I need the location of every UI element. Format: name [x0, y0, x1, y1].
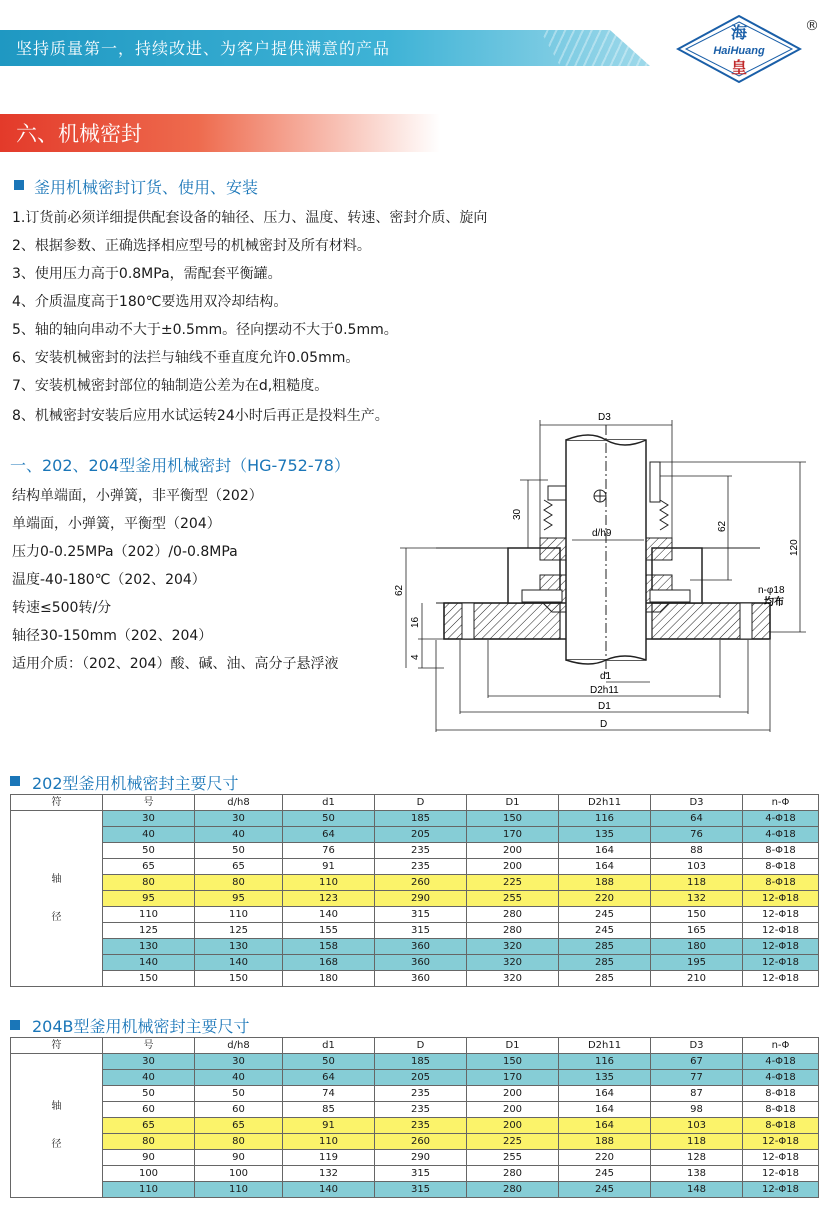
dim-d1: d1: [600, 671, 612, 682]
header-cell: D3: [651, 795, 743, 811]
table-row: [11, 843, 819, 859]
table-cell: 125: [195, 923, 283, 939]
table-cell: 50: [195, 843, 283, 859]
table-cell: 315: [375, 1182, 467, 1198]
header-cell: 号: [103, 1038, 195, 1054]
table-cell: 8-Φ18: [743, 859, 819, 875]
table-cell: 245: [559, 907, 651, 923]
logo-bottom-char: 皇: [730, 60, 748, 77]
table-row: [11, 939, 819, 955]
table-cell: 255: [467, 1150, 559, 1166]
header-cell: D: [375, 1038, 467, 1054]
table-cell: 116: [559, 811, 651, 827]
table-cell: 12-Φ18: [743, 971, 819, 987]
side-label-1: 轴: [51, 1100, 62, 1112]
table-cell: 132: [283, 1166, 375, 1182]
table-cell: 103: [651, 859, 743, 875]
table-cell: 65: [103, 859, 195, 875]
bullet-square: [10, 1020, 20, 1030]
table-cell: 40: [195, 1070, 283, 1086]
table-cell: 12-Φ18: [743, 955, 819, 971]
table-cell: 4-Φ18: [743, 811, 819, 827]
table-cell: 118: [651, 1134, 743, 1150]
table-cell: 315: [375, 1166, 467, 1182]
table-cell: 50: [283, 1054, 375, 1070]
table-cell: 130: [195, 939, 283, 955]
dim-D2h11: D2h11: [590, 685, 619, 696]
table-cell: 90: [195, 1150, 283, 1166]
table-cell: 98: [651, 1102, 743, 1118]
table-header-row: [11, 1038, 819, 1054]
spec-pressure: 压力0-0.25MPa（202）/0-0.8MPa: [12, 544, 238, 560]
table-cell: 123: [283, 891, 375, 907]
header-band-stripes: [540, 30, 660, 66]
table-cell: 130: [103, 939, 195, 955]
table-row: [11, 1102, 819, 1118]
table-cell: 12-Φ18: [743, 939, 819, 955]
table-row: [11, 1070, 819, 1086]
table-cell: 77: [651, 1070, 743, 1086]
company-logo: [676, 14, 802, 84]
table-cell: 40: [103, 1070, 195, 1086]
dim-62-right: 62: [717, 520, 728, 532]
table-row: [11, 1182, 819, 1198]
table-cell: 150: [651, 907, 743, 923]
table-cell: 285: [559, 955, 651, 971]
seal-202-204-title: 一、202、204型釜用机械密封（HG-752-78）: [10, 456, 350, 475]
table-cell: 280: [467, 1166, 559, 1182]
table-cell: 138: [651, 1166, 743, 1182]
spec-speed: 转速≤500转/分: [12, 600, 112, 616]
table-row: [11, 875, 819, 891]
table-row: [11, 859, 819, 875]
table-cell: 170: [467, 827, 559, 843]
header-cell: 符: [11, 795, 103, 811]
table-cell: 255: [467, 891, 559, 907]
table-cell: 235: [375, 843, 467, 859]
table-cell: 164: [559, 859, 651, 875]
table-cell: 80: [195, 875, 283, 891]
table-cell: 164: [559, 1102, 651, 1118]
table-cell: 245: [559, 1182, 651, 1198]
table-cell: 200: [467, 843, 559, 859]
table-cell: 210: [651, 971, 743, 987]
table-cell: 158: [283, 939, 375, 955]
table-row: [11, 955, 819, 971]
header-cell: d1: [283, 1038, 375, 1054]
table-cell: 290: [375, 891, 467, 907]
instruction-4: 4、介质温度高于180℃要选用双冷却结构。: [12, 294, 288, 310]
table-cell: 285: [559, 971, 651, 987]
table-cell: 280: [467, 1182, 559, 1198]
table-cell: 164: [559, 1086, 651, 1102]
instruction-2: 2、根据参数、正确选择相应型号的机械密封及所有材料。: [12, 238, 371, 254]
table-cell: 80: [103, 875, 195, 891]
side-label-1: 轴: [51, 873, 62, 885]
header-cell: n-Φ: [743, 795, 819, 811]
table-cell: 140: [103, 955, 195, 971]
table-cell: 87: [651, 1086, 743, 1102]
table-cell: 164: [559, 1118, 651, 1134]
table-cell: 110: [195, 1182, 283, 1198]
table-cell: 140: [283, 907, 375, 923]
table-cell: 200: [467, 1086, 559, 1102]
dim-16: 16: [410, 616, 421, 628]
table-cell: 30: [195, 1054, 283, 1070]
table-cell: 110: [283, 875, 375, 891]
table-cell: 8-Φ18: [743, 1086, 819, 1102]
table-cell: 65: [103, 1118, 195, 1134]
table-cell: 315: [375, 907, 467, 923]
table-cell: 280: [467, 907, 559, 923]
table-cell: 4-Φ18: [743, 827, 819, 843]
shaft-diameter-label: [11, 1054, 103, 1198]
table-cell: 119: [283, 1150, 375, 1166]
table-cell: 110: [283, 1134, 375, 1150]
table-row: [11, 907, 819, 923]
table-cell: 65: [195, 1118, 283, 1134]
spec-shaft-diameter: 轴径30-150mm（202、204）: [12, 628, 213, 644]
table-cell: 50: [283, 811, 375, 827]
table-cell: 12-Φ18: [743, 1182, 819, 1198]
header-cell: D: [375, 795, 467, 811]
table-cell: 132: [651, 891, 743, 907]
table-cell: 100: [195, 1166, 283, 1182]
table-cell: 235: [375, 859, 467, 875]
table-cell: 8-Φ18: [743, 843, 819, 859]
table-cell: 260: [375, 875, 467, 891]
table-cell: 245: [559, 1166, 651, 1182]
table-cell: 95: [195, 891, 283, 907]
table-cell: 180: [651, 939, 743, 955]
table-cell: 40: [195, 827, 283, 843]
table-202: [10, 794, 819, 987]
table-cell: 155: [283, 923, 375, 939]
table-202-title: 202型釜用机械密封主要尺寸: [32, 774, 239, 793]
table-cell: 205: [375, 827, 467, 843]
table-cell: 12-Φ18: [743, 907, 819, 923]
table-cell: 110: [103, 1182, 195, 1198]
subheading-order-usage: 釜用机械密封订货、使用、安装: [34, 178, 259, 197]
spec-structure-204: 单端面，小弹簧，平衡型（204）: [12, 516, 221, 532]
table-cell: 64: [283, 1070, 375, 1086]
table-cell: 91: [283, 1118, 375, 1134]
bullet-square: [10, 776, 20, 786]
table-cell: 150: [467, 1054, 559, 1070]
table-cell: 200: [467, 1102, 559, 1118]
table-cell: 165: [651, 923, 743, 939]
table-cell: 225: [467, 875, 559, 891]
dim-D: D: [600, 719, 608, 730]
dim-holes-note: 均布: [764, 597, 784, 608]
table-cell: 40: [103, 827, 195, 843]
table-cell: 12-Φ18: [743, 1150, 819, 1166]
table-cell: 360: [375, 971, 467, 987]
table-row: [11, 891, 819, 907]
table-cell: 50: [103, 843, 195, 859]
table-cell: 65: [195, 859, 283, 875]
table-cell: 76: [283, 843, 375, 859]
instruction-6: 6、安装机械密封的法拦与轴线不垂直度允许0.05mm。: [12, 350, 360, 366]
table-cell: 320: [467, 971, 559, 987]
table-cell: 220: [559, 891, 651, 907]
table-cell: 168: [283, 955, 375, 971]
dim-4: 4: [410, 654, 421, 660]
table-cell: 64: [283, 827, 375, 843]
header-cell: d1: [283, 795, 375, 811]
table-cell: 74: [283, 1086, 375, 1102]
spec-medium: 适用介质：（202、204）酸、碱、油、高分子悬浮液: [12, 656, 339, 672]
table-cell: 360: [375, 939, 467, 955]
dim-D3: D3: [598, 412, 611, 423]
table-cell: 76: [651, 827, 743, 843]
table-cell: 88: [651, 843, 743, 859]
table-cell: 285: [559, 939, 651, 955]
table-cell: 140: [283, 1182, 375, 1198]
table-cell: 100: [103, 1166, 195, 1182]
dim-62-left: 62: [394, 584, 405, 596]
registered-mark: ®: [805, 18, 819, 34]
table-cell: 8-Φ18: [743, 1102, 819, 1118]
bullet-square: [14, 180, 24, 190]
logo-top-char: 海: [730, 25, 748, 42]
table-cell: 64: [651, 811, 743, 827]
header-cell: D1: [467, 795, 559, 811]
table-cell: 164: [559, 843, 651, 859]
table-204b-title: 204B型釜用机械密封主要尺寸: [32, 1017, 250, 1036]
side-label-2: 径: [51, 1138, 62, 1150]
header-cell: D2h11: [559, 795, 651, 811]
dim-holes: n-φ18: [758, 585, 785, 596]
table-cell: 170: [467, 1070, 559, 1086]
table-cell: 188: [559, 1134, 651, 1150]
table-cell: 235: [375, 1086, 467, 1102]
table-cell: 60: [195, 1102, 283, 1118]
table-cell: 205: [375, 1070, 467, 1086]
header-cell: d/h8: [195, 1038, 283, 1054]
instruction-3: 3、使用压力高于0.8MPa，需配套平衡罐。: [12, 266, 282, 282]
table-row: [11, 971, 819, 987]
table-cell: 128: [651, 1150, 743, 1166]
table-cell: 260: [375, 1134, 467, 1150]
table-cell: 30: [195, 811, 283, 827]
table-cell: 8-Φ18: [743, 1118, 819, 1134]
table-row: [11, 1134, 819, 1150]
table-cell: 116: [559, 1054, 651, 1070]
table-cell: 185: [375, 1054, 467, 1070]
table-cell: 150: [195, 971, 283, 987]
table-row: [11, 923, 819, 939]
table-cell: 50: [195, 1086, 283, 1102]
dim-30: 30: [512, 508, 523, 520]
instruction-1: 1.订货前必须详细提供配套设备的轴径、压力、温度、转速、密封介质、旋向: [12, 210, 488, 226]
header-cell: D1: [467, 1038, 559, 1054]
table-cell: 280: [467, 923, 559, 939]
table-row: [11, 1150, 819, 1166]
table-row: [11, 1166, 819, 1182]
table-cell: 188: [559, 875, 651, 891]
header-cell: 号: [103, 795, 195, 811]
section-title: 六、机械密封: [16, 122, 142, 146]
table-cell: 180: [283, 971, 375, 987]
table-cell: 360: [375, 955, 467, 971]
table-cell: 140: [195, 955, 283, 971]
table-cell: 150: [103, 971, 195, 987]
table-cell: 135: [559, 827, 651, 843]
header-cell: D3: [651, 1038, 743, 1054]
table-cell: 12-Φ18: [743, 1134, 819, 1150]
table-cell: 125: [103, 923, 195, 939]
side-label-2: 径: [51, 911, 62, 923]
instruction-8: 8、机械密封安装后应用水试运转24小时后再正是投料生产。: [12, 408, 389, 424]
table-cell: 235: [375, 1102, 467, 1118]
table-cell: 245: [559, 923, 651, 939]
table-cell: 110: [103, 907, 195, 923]
table-row: [11, 1054, 819, 1070]
table-cell: 12-Φ18: [743, 1166, 819, 1182]
shaft-diameter-label: [11, 811, 103, 987]
table-cell: 90: [103, 1150, 195, 1166]
table-cell: 50: [103, 1086, 195, 1102]
spec-structure-202: 结构单端面，小弹簧，非平衡型（202）: [12, 488, 263, 504]
table-cell: 60: [103, 1102, 195, 1118]
table-cell: 103: [651, 1118, 743, 1134]
dim-dh9: d/h9: [592, 528, 612, 539]
table-header-row: [11, 795, 819, 811]
header-cell: n-Φ: [743, 1038, 819, 1054]
table-cell: 148: [651, 1182, 743, 1198]
table-cell: 80: [103, 1134, 195, 1150]
header-cell: D2h11: [559, 1038, 651, 1054]
table-cell: 8-Φ18: [743, 875, 819, 891]
table-cell: 235: [375, 1118, 467, 1134]
table-cell: 12-Φ18: [743, 891, 819, 907]
table-cell: 110: [195, 907, 283, 923]
logo-mid-text: HaiHuang: [713, 45, 765, 57]
table-row: [11, 827, 819, 843]
seal-cross-section-drawing: [390, 405, 826, 740]
table-cell: 150: [467, 811, 559, 827]
header-cell: d/h8: [195, 795, 283, 811]
table-cell: 315: [375, 923, 467, 939]
dim-D1: D1: [598, 701, 611, 712]
table-cell: 135: [559, 1070, 651, 1086]
table-cell: 200: [467, 1118, 559, 1134]
instruction-5: 5、轴的轴向串动不大于±0.5mm。径向摆动不大于0.5mm。: [12, 322, 398, 338]
table-cell: 195: [651, 955, 743, 971]
table-cell: 4-Φ18: [743, 1054, 819, 1070]
table-cell: 30: [103, 1054, 195, 1070]
table-cell: 290: [375, 1150, 467, 1166]
table-cell: 220: [559, 1150, 651, 1166]
table-cell: 80: [195, 1134, 283, 1150]
table-cell: 67: [651, 1054, 743, 1070]
table-cell: 320: [467, 955, 559, 971]
table-row: [11, 1086, 819, 1102]
table-cell: 118: [651, 875, 743, 891]
table-cell: 225: [467, 1134, 559, 1150]
table-row: [11, 811, 819, 827]
table-row: [11, 1118, 819, 1134]
table-cell: 30: [103, 811, 195, 827]
table-cell: 95: [103, 891, 195, 907]
table-cell: 4-Φ18: [743, 1070, 819, 1086]
header-cell: 符: [11, 1038, 103, 1054]
spec-temperature: 温度-40-180℃（202、204）: [12, 572, 206, 588]
header-slogan: 坚持质量第一，持续改进、为客户提供满意的产品: [16, 39, 391, 58]
table-cell: 91: [283, 859, 375, 875]
table-cell: 200: [467, 859, 559, 875]
table-cell: 185: [375, 811, 467, 827]
table-cell: 12-Φ18: [743, 923, 819, 939]
table-cell: 320: [467, 939, 559, 955]
table-204b: [10, 1037, 819, 1198]
instruction-7: 7、安装机械密封部位的轴制造公差为在d,粗糙度。: [12, 378, 329, 394]
dim-120: 120: [789, 539, 800, 556]
table-cell: 85: [283, 1102, 375, 1118]
